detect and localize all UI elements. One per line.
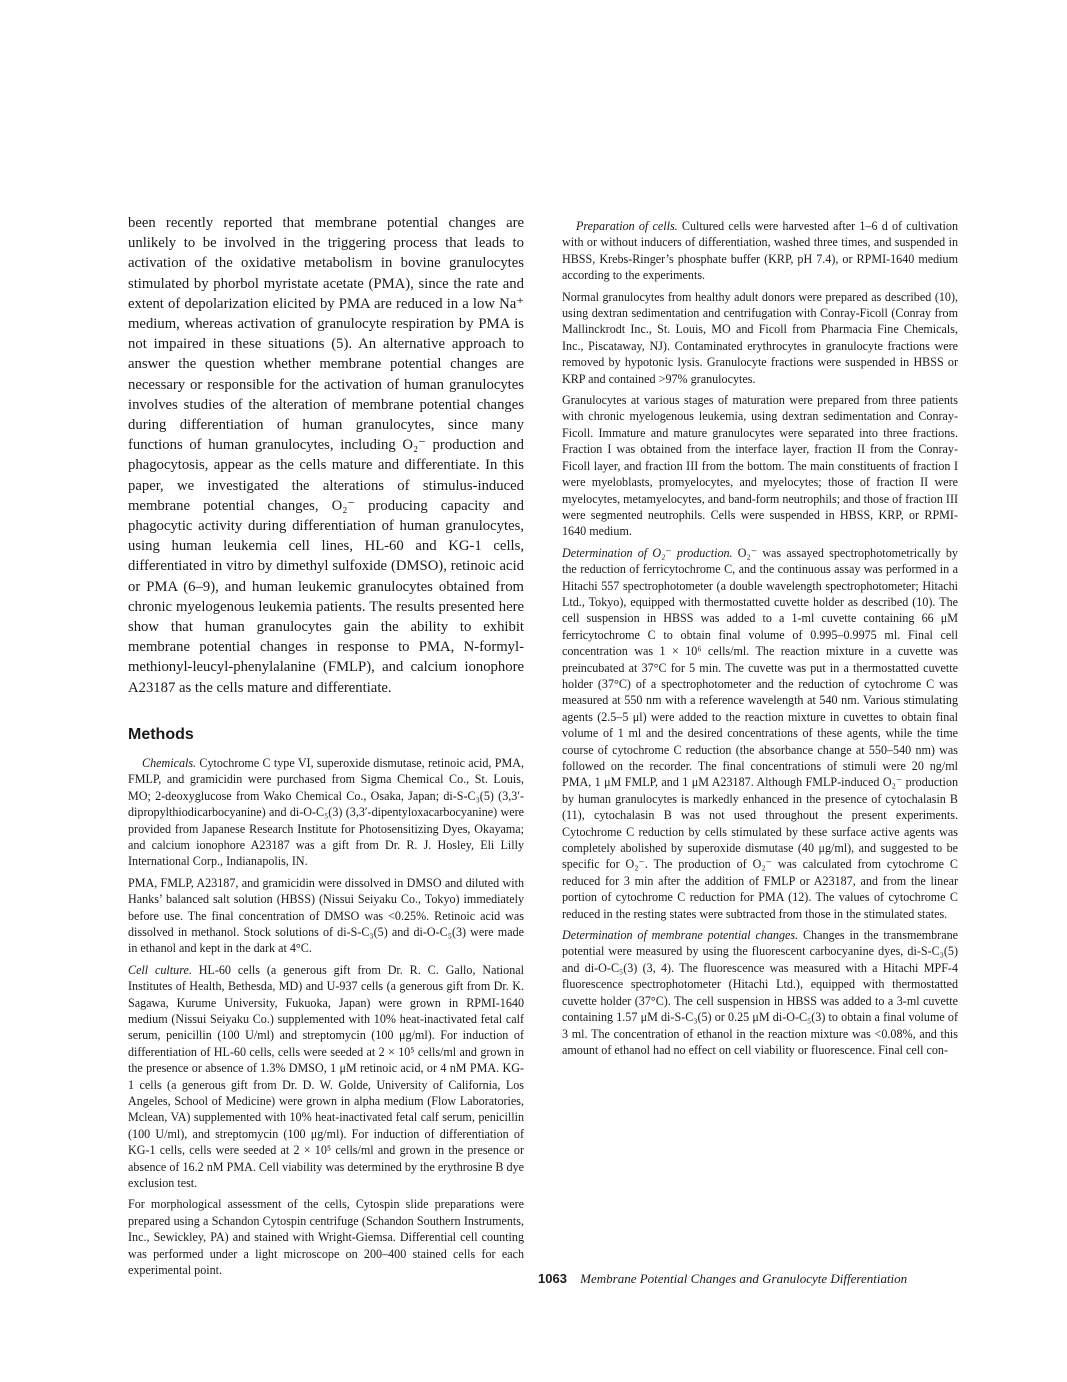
normal-granulocytes-paragraph: Normal granulocytes from healthy adult donors were prepared as described (10), using dextran sedimentation and centrifugation with Conray-Ficoll (Conray from Mallinckrodt Inc., St. Louis, MO and Ficoll from Pharmacia Fine Chemicals, Inc., Piscataway, NJ). Contaminated erythrocytes in granulocyte fractions were removed by hypotonic lysis. Granulocyte fractions were suspended in HBSS or KRP and contained >97% granulocytes. [562, 289, 958, 386]
membrane-potential-paragraph [562, 927, 958, 1058]
morphology-paragraph: For morphological assessment of the cells, Cytospin slide preparations were prepared using a Schandon Cytospin centrifuge (Schandon Southern Instruments, Inc., Sewickley, PA) and stained with Wright-Giemsa. Differential cell counting was performed under a light microscope on 200–400 stained cells for each experimental point. [128, 1197, 524, 1278]
o2-production-title: Determination of O₂⁻ production. [562, 545, 733, 560]
preparation-title: Preparation of cells. [576, 219, 678, 233]
membrane-potential-title: Determination of membrane potential changes. [562, 928, 799, 943]
cell-culture-text: HL-60 cells (a generous gift from Dr. R. C. Gallo, National Institutes of Health, Bethesda, MD) and U-937 cells (a generous gift from Dr. K. Sagawa, Kurume University, Fukuoka, Japan) were grown in RPMI-1640 medium (Nissui Seiyaku Co.) supplemented with 10% heat-inactivated fetal calf serum, penicillin (100 U/ml) and streptomycin (100 μg/ml). For induction of differentiation of HL-60 cells, cells were seeded at 2 × 10⁵ cells/ml and grown in the presence or absence of 1.3% DMSO, 1 μM retinoic acid, or 4 nM PMA. KG-1 cells (a generous gift from Dr. D. W. Golde, University of California, Los Angeles, School of Medicine) were grown in alpha medium (Flow Laboratories, Mclean, VA) supplemented with 10% heat-inactivated fetal calf serum, penicillin (100 U/ml), and streptomycin (100 μg/ml). For induction of differentiation of KG-1 cells, cells were seeded at 2 × 10⁵ cells/ml and grown in the presence or absence of 16.2 nM PMA. Cell viability was determined by the erythrosine B dye exclusion test. [128, 962, 524, 1191]
chemicals-title: Chemicals. [142, 755, 197, 770]
preparation-text: Cultured cells were harvested after 1–6 d of cultivation with or without inducers of differentiation, washed three times, and suspended in HBSS, Krebs-Ringer’s phosphate buffer (KRP, pH 7.4), or RPMI-1640 medium according to the experiments. [562, 219, 958, 283]
running-title: Membrane Potential Changes and Granulocyte Differentiation [580, 1271, 908, 1286]
page-footer [538, 1271, 958, 1287]
intro-paragraph: been recently reported that membrane potential changes are unlikely to be involved in the triggering process that leads to activation of the oxidative metabolism in bovine granulocytes stimulated by phorbol myristate acetate (PMA), since the rate and extent of depolarization elicited by PMA are reduced in a low Na⁺ medium, whereas activation of granulocyte respiration by PMA is not impaired in these situations (5). An alternative approach to answer the question whether membrane potential changes are necessary or responsible for the activation of human granulocytes involves studies of the alteration of membrane potential changes during differentiation of human granulocytes, since many functions of human granulocytes, including O₂⁻ production and phagocytosis, appear as the cells mature and differentiate. In this paper, we investigated the alterations of stimulus-induced membrane potential changes, O₂⁻ producing capacity and phagocytic activity during differentiation of human granulocytes, using human leukemia cell lines, HL-60 and KG-1 cells, differentiated in vitro by dimethyl sulfoxide (DMSO), retinoic acid or PMA (6–9), and human leukemic granulocytes obtained from chronic myelogenous leukemia patients. The results presented here show that human granulocytes gain the ability to exhibit membrane potential changes in response to PMA, N-formyl-methionyl-leucyl-phenylalanine (FMLP), and calcium ionophore A23187 as the cells mature and differentiate. [128, 215, 524, 696]
page-number: 1063 [538, 1271, 567, 1286]
maturation-paragraph: Granulocytes at various stages of maturation were prepared from three patients with chronic myelogenous leukemia, using dextran sedimentation and Conray-Ficoll. Immature and mature granulocytes were separated into three fractions. Fraction I was obtained from the interface layer, fraction II from the Conray-Ficoll layer, and fraction III from the bottom. The main constituents of fraction I were myeloblasts, promyelocytes, and myelocytes; those of fraction II were myelocytes, metamyelocytes, and band-form neutrophils; and those of fraction III were segmented neutrophils. Cells were suspended in HBSS, KRP, or RPMI-1640 medium. [562, 393, 958, 539]
chemicals-paragraph [128, 755, 524, 870]
o2-production-text: O₂⁻ was assayed spectrophotometrically by the reduction of ferricytochrome C, and the continuous assay was performed in a Hitachi 557 spectrophotometer (a double wavelength spectrophotometer; Hitachi Ltd., Tokyo), equipped with thermostatted cuvette holder as described (10). The cell suspension in HBSS was added to a 1-ml cuvette containing 66 μM ferricytochrome C to obtain final volume of 0.995–0.9975 ml. Final cell concentration was 1 × 10⁶ cells/ml. The reaction mixture in a cuvette was preincubated at 37°C for 5 min. The cuvette was put in a thermostatted cuvette holder (37°C) of a spectrophotometer and the reduction of cytochrome C was measured at 550 nm with a reference wavelength at 540 nm. Various stimulating agents (2.5–5 μl) were added to the reaction mixture in cuvettes to obtain final volume of 1 ml and the desired concentrations of these agents, while the time course of cytochrome C reduction (the absorbance change at 550–540 nm) was followed on the recorder. The final concentrations of stimuli were 20 ng/ml PMA, 1 μM FMLP, and 1 μM A23187. Although FMLP-induced O₂⁻ production by human granulocytes is markedly enhanced in the presence of cytochalasin B (11), cytochalasin B was not used throughout the present experiments. Cytochrome C reduction by cells stimulated by these surface active agents was completely abolished by superoxide dismutase (40 μg/ml), and suggested to be specific for O₂⁻. The production of O₂⁻ was calculated from cytochrome C reduced for 3 min after the addition of FMLP or A23187, and from the linear portion of cytochrome C reduction for PMA (12). The values of cytochrome C reduced in the resting states were subtracted from those in the stimulated states. [562, 545, 958, 921]
membrane-potential-text: Changes in the transmembrane potential were measured by using the fluorescent carbocyanine dyes, di-S-C₃(5) and di-O-C₅(3) (3, 4). The fluorescence was measured with a Hitachi MPF-4 fluorescence spectrophotometer (Hitachi Ltd.), equipped with thermostatted cuvette holder (37°C). The cell suspension in HBSS was added to a 3-ml cuvette containing 1.57 μM di-S-C₃(5) or 0.25 μM di-O-C₅(3) to obtain a final volume of 3 ml. The concentration of ethanol in the reaction mixture was <0.08%, and this amount of ethanol had no effect on cell viability or fluorescence. Final cell con- [562, 928, 958, 1057]
right-column [562, 213, 958, 1058]
dissolution-paragraph: PMA, FMLP, A23187, and gramicidin were dissolved in DMSO and diluted with Hanks’ balanced salt solution (HBSS) (Nissui Seiyaku Co., Tokyo) immediately before use. The final concentration of DMSO was <0.25%. Retinoic acid was dissolved in methanol. Stock solutions of di-S-C₃(5) and di-O-C₅(3) were made in ethanol and kept in the dark at 4°C. [128, 875, 524, 956]
left-column [128, 213, 524, 1278]
cell-culture-title: Cell culture. [128, 962, 192, 977]
chemicals-text: Cytochrome C type VI, superoxide dismutase, retinoic acid, PMA, FMLP, and gramicidin were purchased from Sigma Chemical Co., St. Louis, MO; 2-deoxyglucose from Wako Chemical Co., Osaka, Japan; di-S-C₃(5) (3,3′-dipropylthiodicarbocyanine) and di-O-C₅(3) (3,3′-dipentyloxacarbocyanine) were provided from Japanese Research Institute for Photosensitizing Dyes, Okayama; and calcium ionophore A23187 was a gift from Dr. R. J. Hosley, Eli Lilly International Corp., Indianapolis, IN. [128, 755, 524, 869]
cell-culture-paragraph [128, 962, 524, 1192]
preparation-paragraph [562, 218, 958, 284]
o2-production-paragraph [562, 545, 958, 922]
methods-heading: Methods [128, 725, 194, 743]
